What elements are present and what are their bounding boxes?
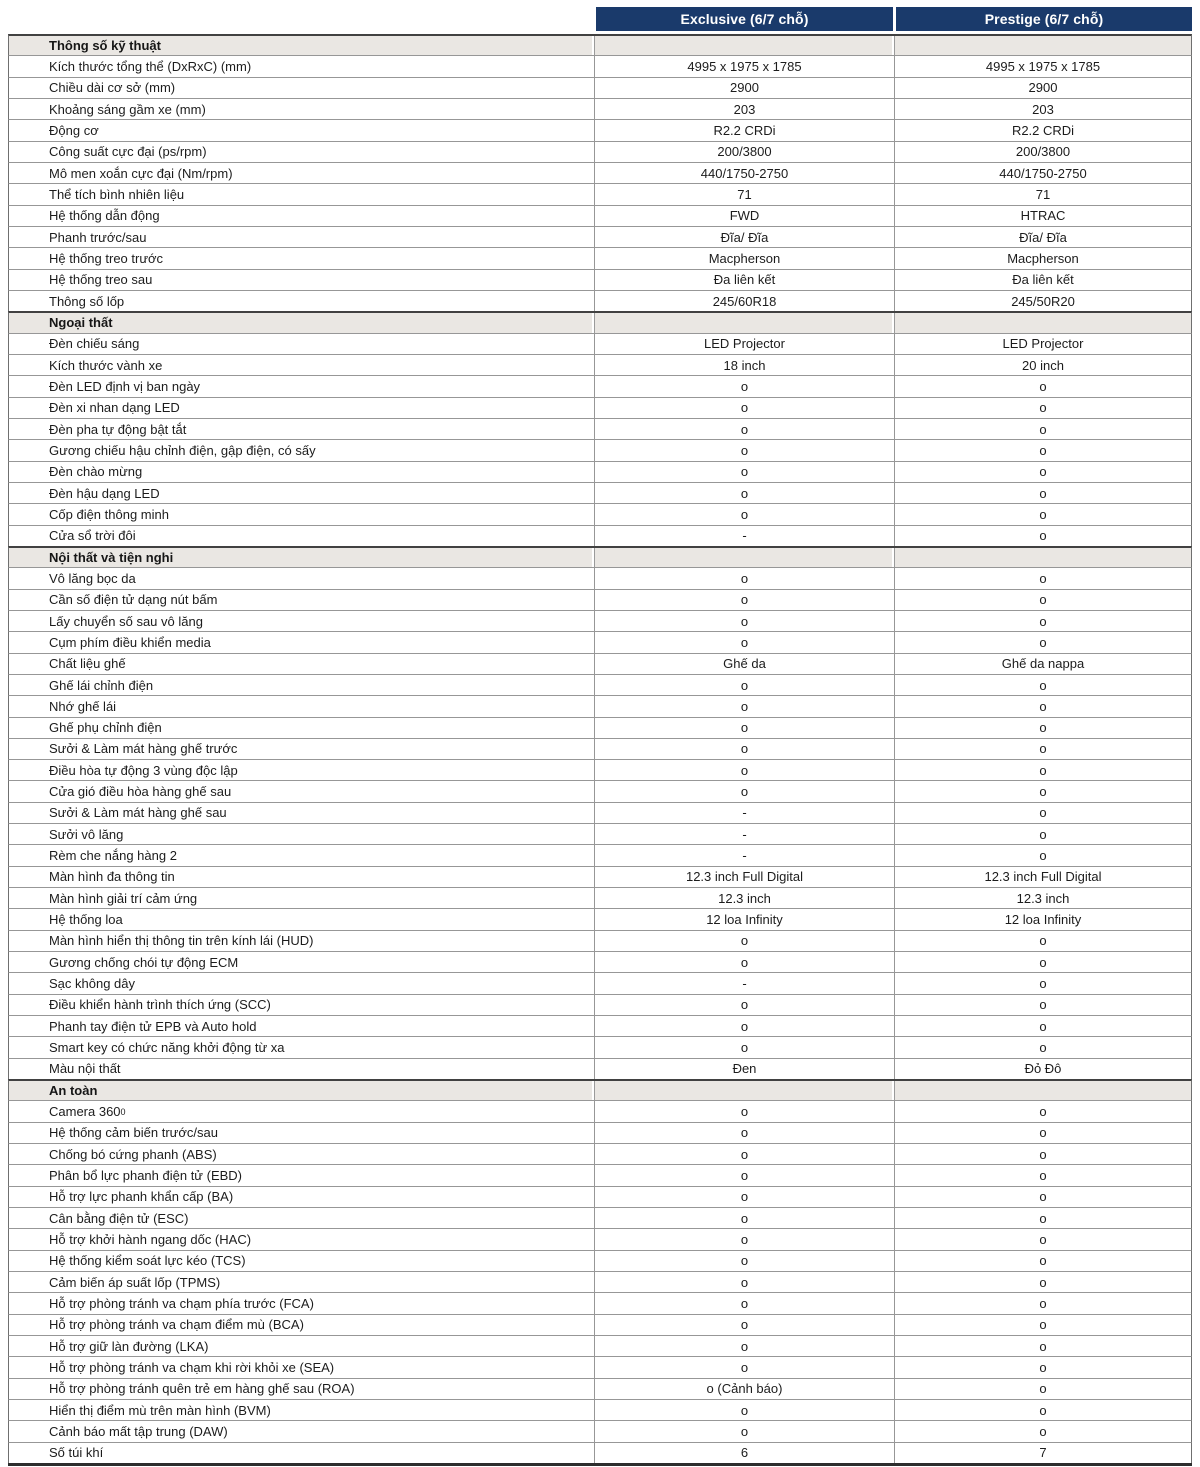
spec-label: Đèn LED định vị ban ngày (49, 378, 201, 394)
spec-value-exclusive: o (594, 1208, 894, 1228)
spec-value-prestige: 203 (894, 99, 1191, 119)
spec-value-exclusive: o (594, 696, 894, 716)
spec-value-exclusive: 12.3 inch (594, 888, 894, 908)
spec-row (8, 1271, 1192, 1292)
spec-value-prestige: o (894, 632, 1191, 652)
spec-value-prestige: o (894, 718, 1191, 738)
spec-value-prestige: o (894, 952, 1191, 972)
spec-value-prestige: Đa liên kết (894, 270, 1191, 290)
spec-value-prestige: o (894, 1101, 1191, 1121)
spec-label: Hỗ trợ khởi hành ngang dốc (HAC) (49, 1232, 252, 1248)
spec-label: Hệ thống loa (49, 912, 123, 928)
spec-value-exclusive: o (594, 1400, 894, 1420)
spec-label: Gương chiếu hậu chỉnh điện, gập điện, có sấy (49, 442, 316, 458)
spec-label: Màn hình hiển thị thông tin trên kính lái (HUD) (49, 933, 314, 949)
spec-label: Ghế phụ chỉnh điện (49, 720, 162, 736)
spec-value-exclusive: o (594, 1421, 894, 1441)
spec-value-exclusive: o (594, 1357, 894, 1377)
section-title: An toàn (9, 1081, 592, 1100)
spec-row (8, 866, 1192, 887)
spec-row (8, 183, 1192, 204)
spec-row (8, 1250, 1192, 1271)
spec-row (8, 1207, 1192, 1228)
spec-label: Thông số lốp (49, 293, 125, 309)
section-row (8, 1079, 1192, 1100)
spec-row (8, 780, 1192, 801)
spec-value-exclusive: o (594, 781, 894, 801)
spec-label: Hệ thống kiểm soát lực kéo (TCS) (49, 1253, 246, 1269)
spec-value-exclusive: 12.3 inch Full Digital (594, 867, 894, 887)
spec-value-exclusive: - (594, 845, 894, 865)
spec-row (8, 1314, 1192, 1335)
spec-value-prestige: o (894, 781, 1191, 801)
spec-value-exclusive: o (594, 739, 894, 759)
spec-row (8, 461, 1192, 482)
spec-value-exclusive: 2900 (594, 78, 894, 98)
spec-value-exclusive: 200/3800 (594, 142, 894, 162)
spec-label: Hệ thống treo sau (49, 272, 153, 288)
spec-value-exclusive: o (594, 504, 894, 524)
spec-value-prestige: o (894, 1315, 1191, 1335)
spec-row (8, 717, 1192, 738)
spec-row (8, 162, 1192, 183)
spec-label: Màn hình đa thông tin (49, 869, 175, 885)
spec-label: Sưởi & Làm mát hàng ghế trước (49, 741, 238, 757)
spec-value-prestige: o (894, 1357, 1191, 1377)
spec-value-prestige: o (894, 760, 1191, 780)
spec-value-prestige: o (894, 483, 1191, 503)
spec-row (8, 226, 1192, 247)
spec-value-exclusive: o (Cảnh báo) (594, 1379, 894, 1399)
spec-value-exclusive: 18 inch (594, 355, 894, 375)
spec-row (8, 930, 1192, 951)
spec-value-exclusive: o (594, 1229, 894, 1249)
spec-label: Camera 360 0 (49, 1104, 126, 1120)
spec-row (8, 1036, 1192, 1057)
spec-label: Hệ thống treo trước (49, 250, 164, 266)
spec-label: Gương chống chói tự động ECM (49, 954, 239, 970)
column-header-exclusive: Exclusive (6/7 chỗ) (596, 7, 893, 31)
spec-value-exclusive: o (594, 568, 894, 588)
spec-label: Hỗ trợ lực phanh khẩn cấp (BA) (49, 1189, 234, 1205)
spec-label: Điều hòa tự động 3 vùng độc lập (49, 762, 238, 778)
spec-value-exclusive: LED Projector (594, 334, 894, 354)
spec-label: Phân bổ lực phanh điện tử (EBD) (49, 1168, 243, 1184)
section-filler-prestige (894, 313, 1191, 332)
spec-value-prestige: 4995 x 1975 x 1785 (894, 56, 1191, 76)
spec-value-prestige: 7 (894, 1443, 1191, 1463)
section-title: Ngoại thất (9, 313, 592, 332)
section-filler-prestige (894, 1081, 1191, 1100)
spec-label: Phanh tay điện tử EPB và Auto hold (49, 1018, 257, 1034)
spec-row (8, 951, 1192, 972)
spec-label: Ghế lái chỉnh điện (49, 677, 154, 693)
spec-row (8, 674, 1192, 695)
spec-label: Lấy chuyển số sau vô lăng (49, 613, 203, 629)
section-title: Nội thất và tiện nghi (9, 548, 592, 567)
spec-value-exclusive: o (594, 1187, 894, 1207)
spec-value-prestige: o (894, 398, 1191, 418)
spec-label: Sưởi & Làm mát hàng ghế sau (49, 805, 227, 821)
spec-value-prestige: o (894, 739, 1191, 759)
spec-label: Chiều dài cơ sở (mm) (49, 80, 176, 96)
spec-value-prestige: o (894, 1421, 1191, 1441)
spec-label: Sạc không dây (49, 976, 136, 992)
spec-row (8, 119, 1192, 140)
spec-label: Chống bó cứng phanh (ABS) (49, 1146, 217, 1162)
spec-value-exclusive: Ghế da (594, 654, 894, 674)
spec-row (8, 375, 1192, 396)
spec-value-prestige: HTRAC (894, 206, 1191, 226)
spec-row (8, 1356, 1192, 1377)
spec-value-prestige: R2.2 CRDi (894, 120, 1191, 140)
spec-label: Cốp điện thông minh (49, 506, 169, 522)
spec-value-prestige: Đỏ Đô (894, 1059, 1191, 1079)
spec-row (8, 269, 1192, 290)
spec-value-exclusive: o (594, 760, 894, 780)
spec-value-exclusive: o (594, 398, 894, 418)
spec-label: Số túi khí (49, 1445, 104, 1461)
spec-label: Hỗ trợ phòng tránh va chạm phía trước (FCA) (49, 1296, 314, 1312)
spec-value-prestige: 12 loa Infinity (894, 909, 1191, 929)
spec-value-exclusive: o (594, 1272, 894, 1292)
spec-value-prestige: o (894, 504, 1191, 524)
spec-value-exclusive: 12 loa Infinity (594, 909, 894, 929)
section-title: Thông số kỹ thuật (9, 36, 592, 55)
spec-value-prestige: o (894, 526, 1191, 546)
spec-row (8, 397, 1192, 418)
spec-row (8, 77, 1192, 98)
spec-label: Phanh trước/sau (49, 229, 147, 245)
spec-value-exclusive: o (594, 440, 894, 460)
spec-row (8, 1015, 1192, 1036)
spec-value-prestige: 440/1750-2750 (894, 163, 1191, 183)
spec-row (8, 1228, 1192, 1249)
spec-row (8, 1335, 1192, 1356)
spec-value-exclusive: o (594, 675, 894, 695)
spec-value-exclusive: Đĩa/ Đĩa (594, 227, 894, 247)
spec-table-body (8, 34, 1192, 1466)
spec-value-prestige: o (894, 1293, 1191, 1313)
section-filler-exclusive (594, 313, 892, 332)
spec-value-prestige: 2900 (894, 78, 1191, 98)
spec-row (8, 631, 1192, 652)
spec-label: Cảnh báo mất tập trung (DAW) (49, 1423, 228, 1439)
spec-value-prestige: o (894, 1379, 1191, 1399)
spec-row (8, 653, 1192, 674)
spec-value-prestige: o (894, 803, 1191, 823)
spec-value-exclusive: o (594, 590, 894, 610)
spec-row (8, 823, 1192, 844)
spec-label: Đèn chiếu sáng (49, 336, 140, 352)
spec-value-prestige: o (894, 1272, 1191, 1292)
spec-value-prestige: 200/3800 (894, 142, 1191, 162)
spec-value-exclusive: 203 (594, 99, 894, 119)
spec-value-prestige: o (894, 1144, 1191, 1164)
spec-label: Mô men xoắn cực đại (Nm/rpm) (49, 165, 233, 181)
spec-value-prestige: o (894, 845, 1191, 865)
spec-row (8, 738, 1192, 759)
spec-value-prestige: o (894, 440, 1191, 460)
spec-value-prestige: Macpherson (894, 248, 1191, 268)
spec-value-exclusive: - (594, 803, 894, 823)
spec-value-exclusive: 6 (594, 1443, 894, 1463)
spec-value-prestige: o (894, 931, 1191, 951)
spec-label: Cần số điện tử dạng nút bấm (49, 592, 218, 608)
spec-value-prestige: o (894, 568, 1191, 588)
section-filler-prestige (894, 36, 1191, 55)
spec-row (8, 994, 1192, 1015)
spec-label: Công suất cực đại (ps/rpm) (49, 144, 207, 160)
spec-row (8, 333, 1192, 354)
spec-value-exclusive: R2.2 CRDi (594, 120, 894, 140)
spec-label: Thể tích bình nhiên liệu (49, 186, 185, 202)
spec-value-exclusive: o (594, 1123, 894, 1143)
spec-label: Màn hình giải trí cảm ứng (49, 890, 198, 906)
spec-value-prestige: o (894, 462, 1191, 482)
spec-row (8, 205, 1192, 226)
spec-value-exclusive: 440/1750-2750 (594, 163, 894, 183)
spec-value-exclusive: o (594, 1016, 894, 1036)
table-header-row (8, 7, 1192, 31)
section-row (8, 34, 1192, 55)
spec-value-exclusive: - (594, 824, 894, 844)
spec-label: Động cơ (49, 122, 99, 138)
section-filler-exclusive (594, 36, 892, 55)
spec-value-exclusive: - (594, 526, 894, 546)
spec-label: Cân bằng điện tử (ESC) (49, 1210, 189, 1226)
spec-row (8, 610, 1192, 631)
spec-value-prestige: o (894, 995, 1191, 1015)
spec-value-exclusive: - (594, 973, 894, 993)
section-row (8, 546, 1192, 567)
spec-label: Cửa gió điều hòa hàng ghế sau (49, 784, 232, 800)
spec-label: Sưởi vô lăng (49, 826, 124, 842)
spec-value-prestige: 12.3 inch Full Digital (894, 867, 1191, 887)
spec-row (8, 141, 1192, 162)
spec-label: Hỗ trợ phòng tránh quên trẻ em hàng ghế sau (ROA) (49, 1381, 355, 1397)
section-filler-exclusive (594, 548, 892, 567)
spec-value-prestige: Đĩa/ Đĩa (894, 227, 1191, 247)
spec-row (8, 1442, 1192, 1463)
spec-row (8, 972, 1192, 993)
spec-value-prestige: o (894, 419, 1191, 439)
spec-value-prestige: o (894, 1037, 1191, 1057)
spec-row (8, 482, 1192, 503)
spec-label: Hệ thống dẫn động (49, 208, 160, 224)
spec-value-prestige: o (894, 1208, 1191, 1228)
spec-label: Hệ thống cảm biến trước/sau (49, 1125, 218, 1141)
spec-value-prestige: 71 (894, 184, 1191, 204)
spec-label: Đèn chào mừng (49, 464, 143, 480)
spec-value-exclusive: o (594, 632, 894, 652)
spec-label: Hỗ trợ giữ làn đường (LKA) (49, 1338, 209, 1354)
spec-value-prestige: o (894, 1123, 1191, 1143)
spec-row (8, 290, 1192, 311)
spec-value-exclusive: 71 (594, 184, 894, 204)
header-spacer (8, 7, 593, 31)
spec-row (8, 98, 1192, 119)
spec-value-prestige: o (894, 611, 1191, 631)
spec-sheet (8, 7, 1192, 1466)
spec-row (8, 1122, 1192, 1143)
spec-value-prestige: o (894, 675, 1191, 695)
spec-value-prestige: o (894, 824, 1191, 844)
spec-value-exclusive: 4995 x 1975 x 1785 (594, 56, 894, 76)
spec-value-prestige: o (894, 1187, 1191, 1207)
spec-value-exclusive: o (594, 1315, 894, 1335)
spec-value-exclusive: o (594, 995, 894, 1015)
spec-value-exclusive: 245/60R18 (594, 291, 894, 311)
spec-row (8, 759, 1192, 780)
spec-row (8, 1292, 1192, 1313)
spec-label: Đèn hậu dạng LED (49, 485, 160, 501)
spec-value-exclusive: o (594, 419, 894, 439)
spec-value-exclusive: FWD (594, 206, 894, 226)
spec-label: Smart key có chức năng khởi động từ xa (49, 1040, 285, 1056)
spec-value-exclusive: o (594, 1037, 894, 1057)
spec-value-exclusive: o (594, 483, 894, 503)
spec-label: Điều khiển hành trình thích ứng (SCC) (49, 997, 271, 1013)
spec-value-exclusive: o (594, 1144, 894, 1164)
spec-value-prestige: o (894, 590, 1191, 610)
column-header-prestige: Prestige (6/7 chỗ) (896, 7, 1192, 31)
spec-value-prestige: 12.3 inch (894, 888, 1191, 908)
spec-value-prestige: o (894, 1336, 1191, 1356)
spec-row (8, 1399, 1192, 1420)
spec-label: Hỗ trợ phòng tránh va chạm khi rời khỏi xe (SEA) (49, 1360, 335, 1375)
spec-value-prestige: o (894, 1251, 1191, 1271)
spec-label: Đèn xi nhan dạng LED (49, 400, 180, 416)
spec-row (8, 1100, 1192, 1121)
spec-row (8, 55, 1192, 76)
spec-label: Rèm che nắng hàng 2 (49, 848, 177, 864)
spec-row (8, 887, 1192, 908)
spec-label: Cửa sổ trời đôi (49, 528, 136, 544)
spec-value-prestige: o (894, 1400, 1191, 1420)
spec-label: Vô lăng bọc da (49, 570, 136, 586)
spec-value-exclusive: o (594, 611, 894, 631)
spec-row (8, 802, 1192, 823)
spec-value-prestige: o (894, 696, 1191, 716)
spec-row (8, 695, 1192, 716)
spec-row (8, 247, 1192, 268)
spec-row (8, 1164, 1192, 1185)
spec-value-exclusive: o (594, 1101, 894, 1121)
spec-value-exclusive: Macpherson (594, 248, 894, 268)
spec-label: Chất liệu ghế (49, 656, 126, 672)
spec-row (8, 525, 1192, 546)
spec-value-exclusive: o (594, 952, 894, 972)
spec-value-prestige: o (894, 1165, 1191, 1185)
spec-row (8, 1058, 1192, 1079)
section-row (8, 311, 1192, 332)
spec-row (8, 567, 1192, 588)
spec-value-exclusive: o (594, 1293, 894, 1313)
spec-value-exclusive: Đa liên kết (594, 270, 894, 290)
spec-value-exclusive: o (594, 1251, 894, 1271)
spec-row (8, 1143, 1192, 1164)
spec-label: Đèn pha tự động bật tắt (49, 421, 187, 437)
spec-value-exclusive: o (594, 376, 894, 396)
spec-row (8, 844, 1192, 865)
spec-row (8, 439, 1192, 460)
spec-label: Hiển thị điểm mù trên màn hình (BVM) (49, 1402, 271, 1418)
spec-row (8, 1420, 1192, 1441)
spec-label: Cụm phím điều khiển media (49, 634, 211, 650)
section-filler-exclusive (594, 1081, 892, 1100)
spec-label: Kích thước tổng thể (DxRxC) (mm) (49, 58, 252, 74)
spec-value-prestige: o (894, 376, 1191, 396)
spec-row (8, 354, 1192, 375)
spec-label: Kích thước vành xe (49, 357, 163, 373)
spec-value-prestige: o (894, 1229, 1191, 1249)
spec-row (8, 418, 1192, 439)
spec-row (8, 1186, 1192, 1207)
spec-row (8, 503, 1192, 524)
spec-value-exclusive: o (594, 1165, 894, 1185)
spec-value-exclusive: Đen (594, 1059, 894, 1079)
spec-label: Hỗ trợ phòng tránh va chạm điểm mù (BCA) (49, 1317, 304, 1333)
spec-value-exclusive: o (594, 462, 894, 482)
spec-row (8, 1378, 1192, 1399)
spec-value-prestige: o (894, 973, 1191, 993)
spec-value-exclusive: o (594, 931, 894, 951)
spec-value-prestige: Ghế da nappa (894, 654, 1191, 674)
spec-value-prestige: 245/50R20 (894, 291, 1191, 311)
spec-label: Khoảng sáng gầm xe (mm) (49, 101, 206, 117)
spec-row (8, 589, 1192, 610)
spec-row (8, 908, 1192, 929)
spec-value-exclusive: o (594, 718, 894, 738)
spec-value-prestige: LED Projector (894, 334, 1191, 354)
spec-label: Cảm biến áp suất lốp (TPMS) (49, 1274, 221, 1290)
spec-value-prestige: o (894, 1016, 1191, 1036)
spec-label: Nhớ ghế lái (49, 698, 117, 714)
spec-value-exclusive: o (594, 1336, 894, 1356)
spec-label: Màu nội thất (49, 1061, 121, 1077)
spec-value-prestige: 20 inch (894, 355, 1191, 375)
section-filler-prestige (894, 548, 1191, 567)
